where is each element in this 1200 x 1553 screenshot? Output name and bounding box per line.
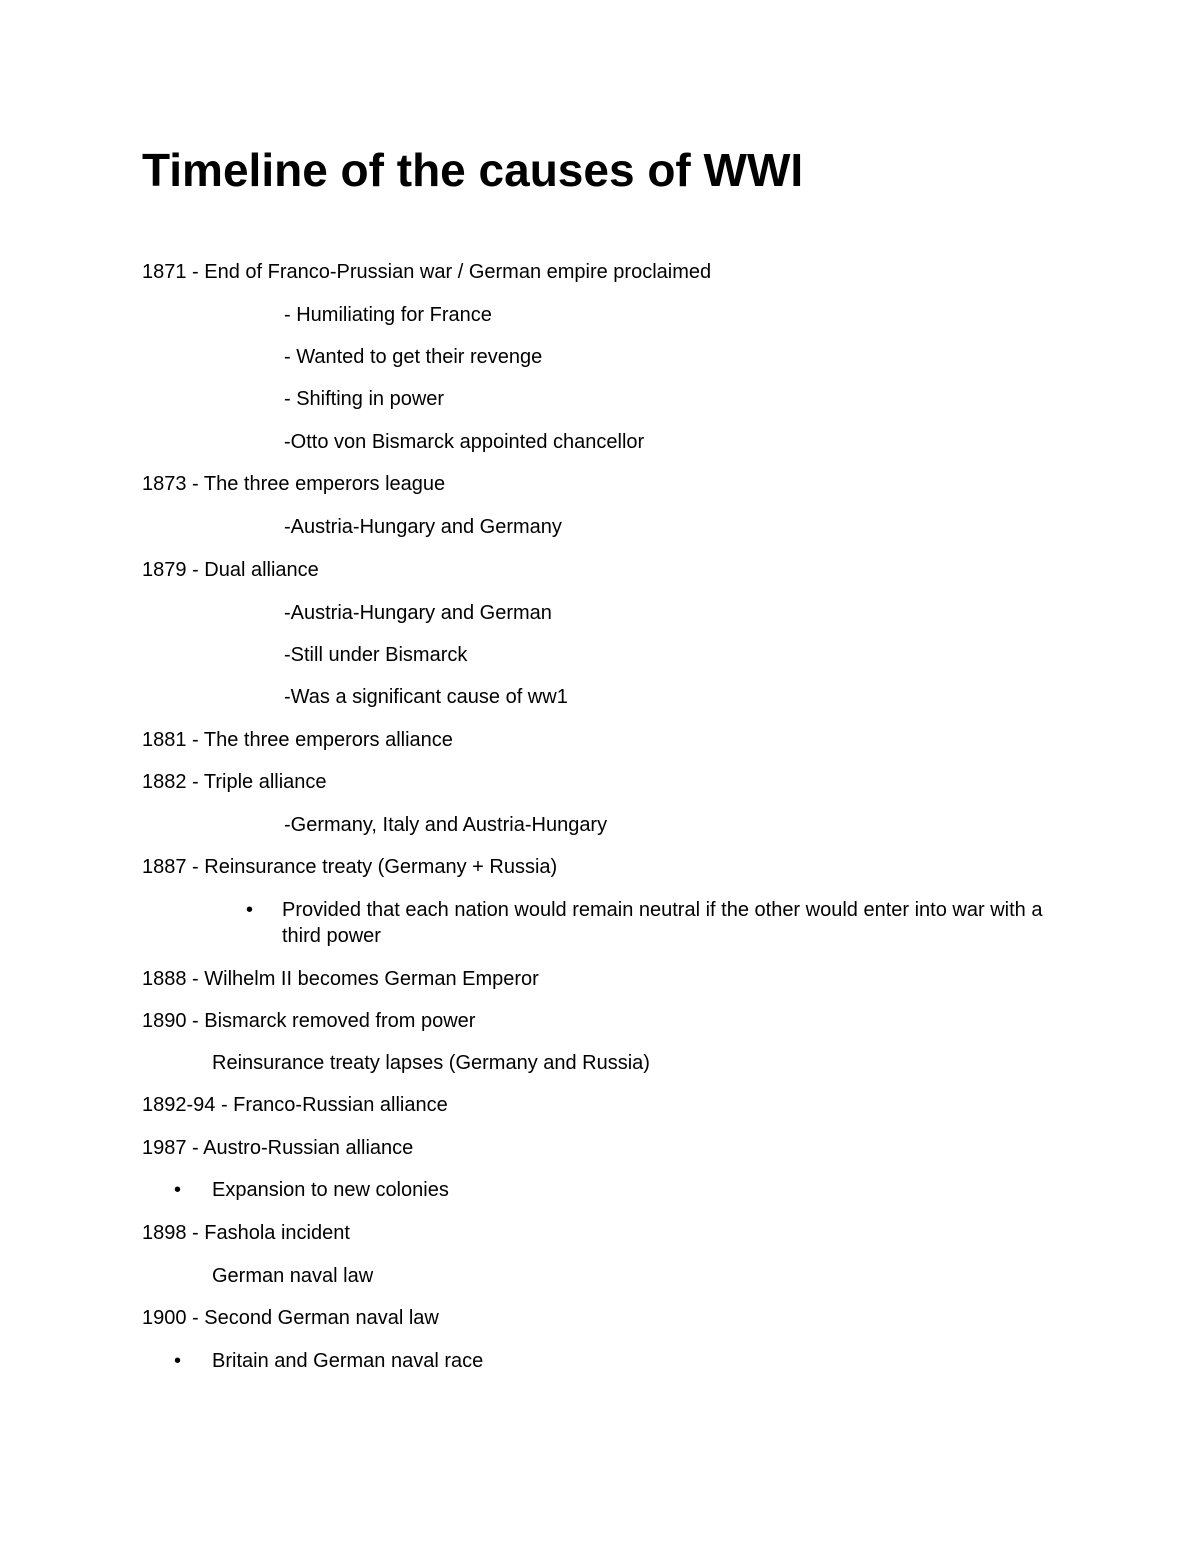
entry-1900-bullet-1: Britain and German naval race [212, 1350, 484, 1372]
entry-1900-heading: 1900 - Second German naval law [142, 1307, 439, 1329]
entry-1890-sub-1: Reinsurance treaty lapses (Germany and Russia) [212, 1052, 650, 1074]
entry-1879-heading: 1879 - Dual alliance [142, 559, 319, 581]
page-title: Timeline of the causes of WWI [142, 144, 804, 196]
entry-1871-heading: 1871 - End of Franco-Prussian war / German empire proclaimed [142, 261, 712, 283]
entry-1898-heading: 1898 - Fashola incident [142, 1222, 350, 1244]
entry-1879-sub-2: -Still under Bismarck [284, 644, 468, 666]
bullet-icon: • [174, 1179, 182, 1201]
bullet-icon: • [246, 899, 254, 921]
entry-1890-heading: 1890 - Bismarck removed from power [142, 1010, 476, 1032]
entry-1871-sub-2: - Wanted to get their revenge [284, 346, 543, 368]
entry-1888-heading: 1888 - Wilhelm II becomes German Emperor [142, 968, 539, 990]
entry-1873-sub-1: -Austria-Hungary and Germany [284, 516, 562, 538]
entry-1892-heading: 1892-94 - Franco-Russian alliance [142, 1094, 448, 1116]
bullet-icon: • [174, 1350, 182, 1372]
entry-1881-heading: 1881 - The three emperors alliance [142, 729, 453, 751]
entry-1879-sub-1: -Austria-Hungary and German [284, 602, 552, 624]
entry-1987-heading: 1987 - Austro-Russian alliance [142, 1137, 414, 1159]
entry-1987-bullet-1: Expansion to new colonies [212, 1179, 449, 1201]
entry-1871-sub-3: - Shifting in power [284, 388, 445, 410]
entry-1887-heading: 1887 - Reinsurance treaty (Germany + Russia) [142, 856, 558, 878]
entry-1882-heading: 1882 - Triple alliance [142, 771, 327, 793]
entry-1879-sub-3: -Was a significant cause of ww1 [284, 686, 568, 708]
entry-1871-sub-1: - Humiliating for France [284, 304, 492, 326]
entry-1871-sub-4: -Otto von Bismarck appointed chancellor [284, 431, 645, 453]
entry-1873-heading: 1873 - The three emperors league [142, 473, 446, 495]
entry-1882-sub-1: -Germany, Italy and Austria-Hungary [284, 814, 608, 836]
entry-1898-sub-1: German naval law [212, 1265, 374, 1287]
entry-1887-bullet-1: Provided that each nation would remain neutral if the other would enter into war with a third power [282, 899, 1043, 947]
